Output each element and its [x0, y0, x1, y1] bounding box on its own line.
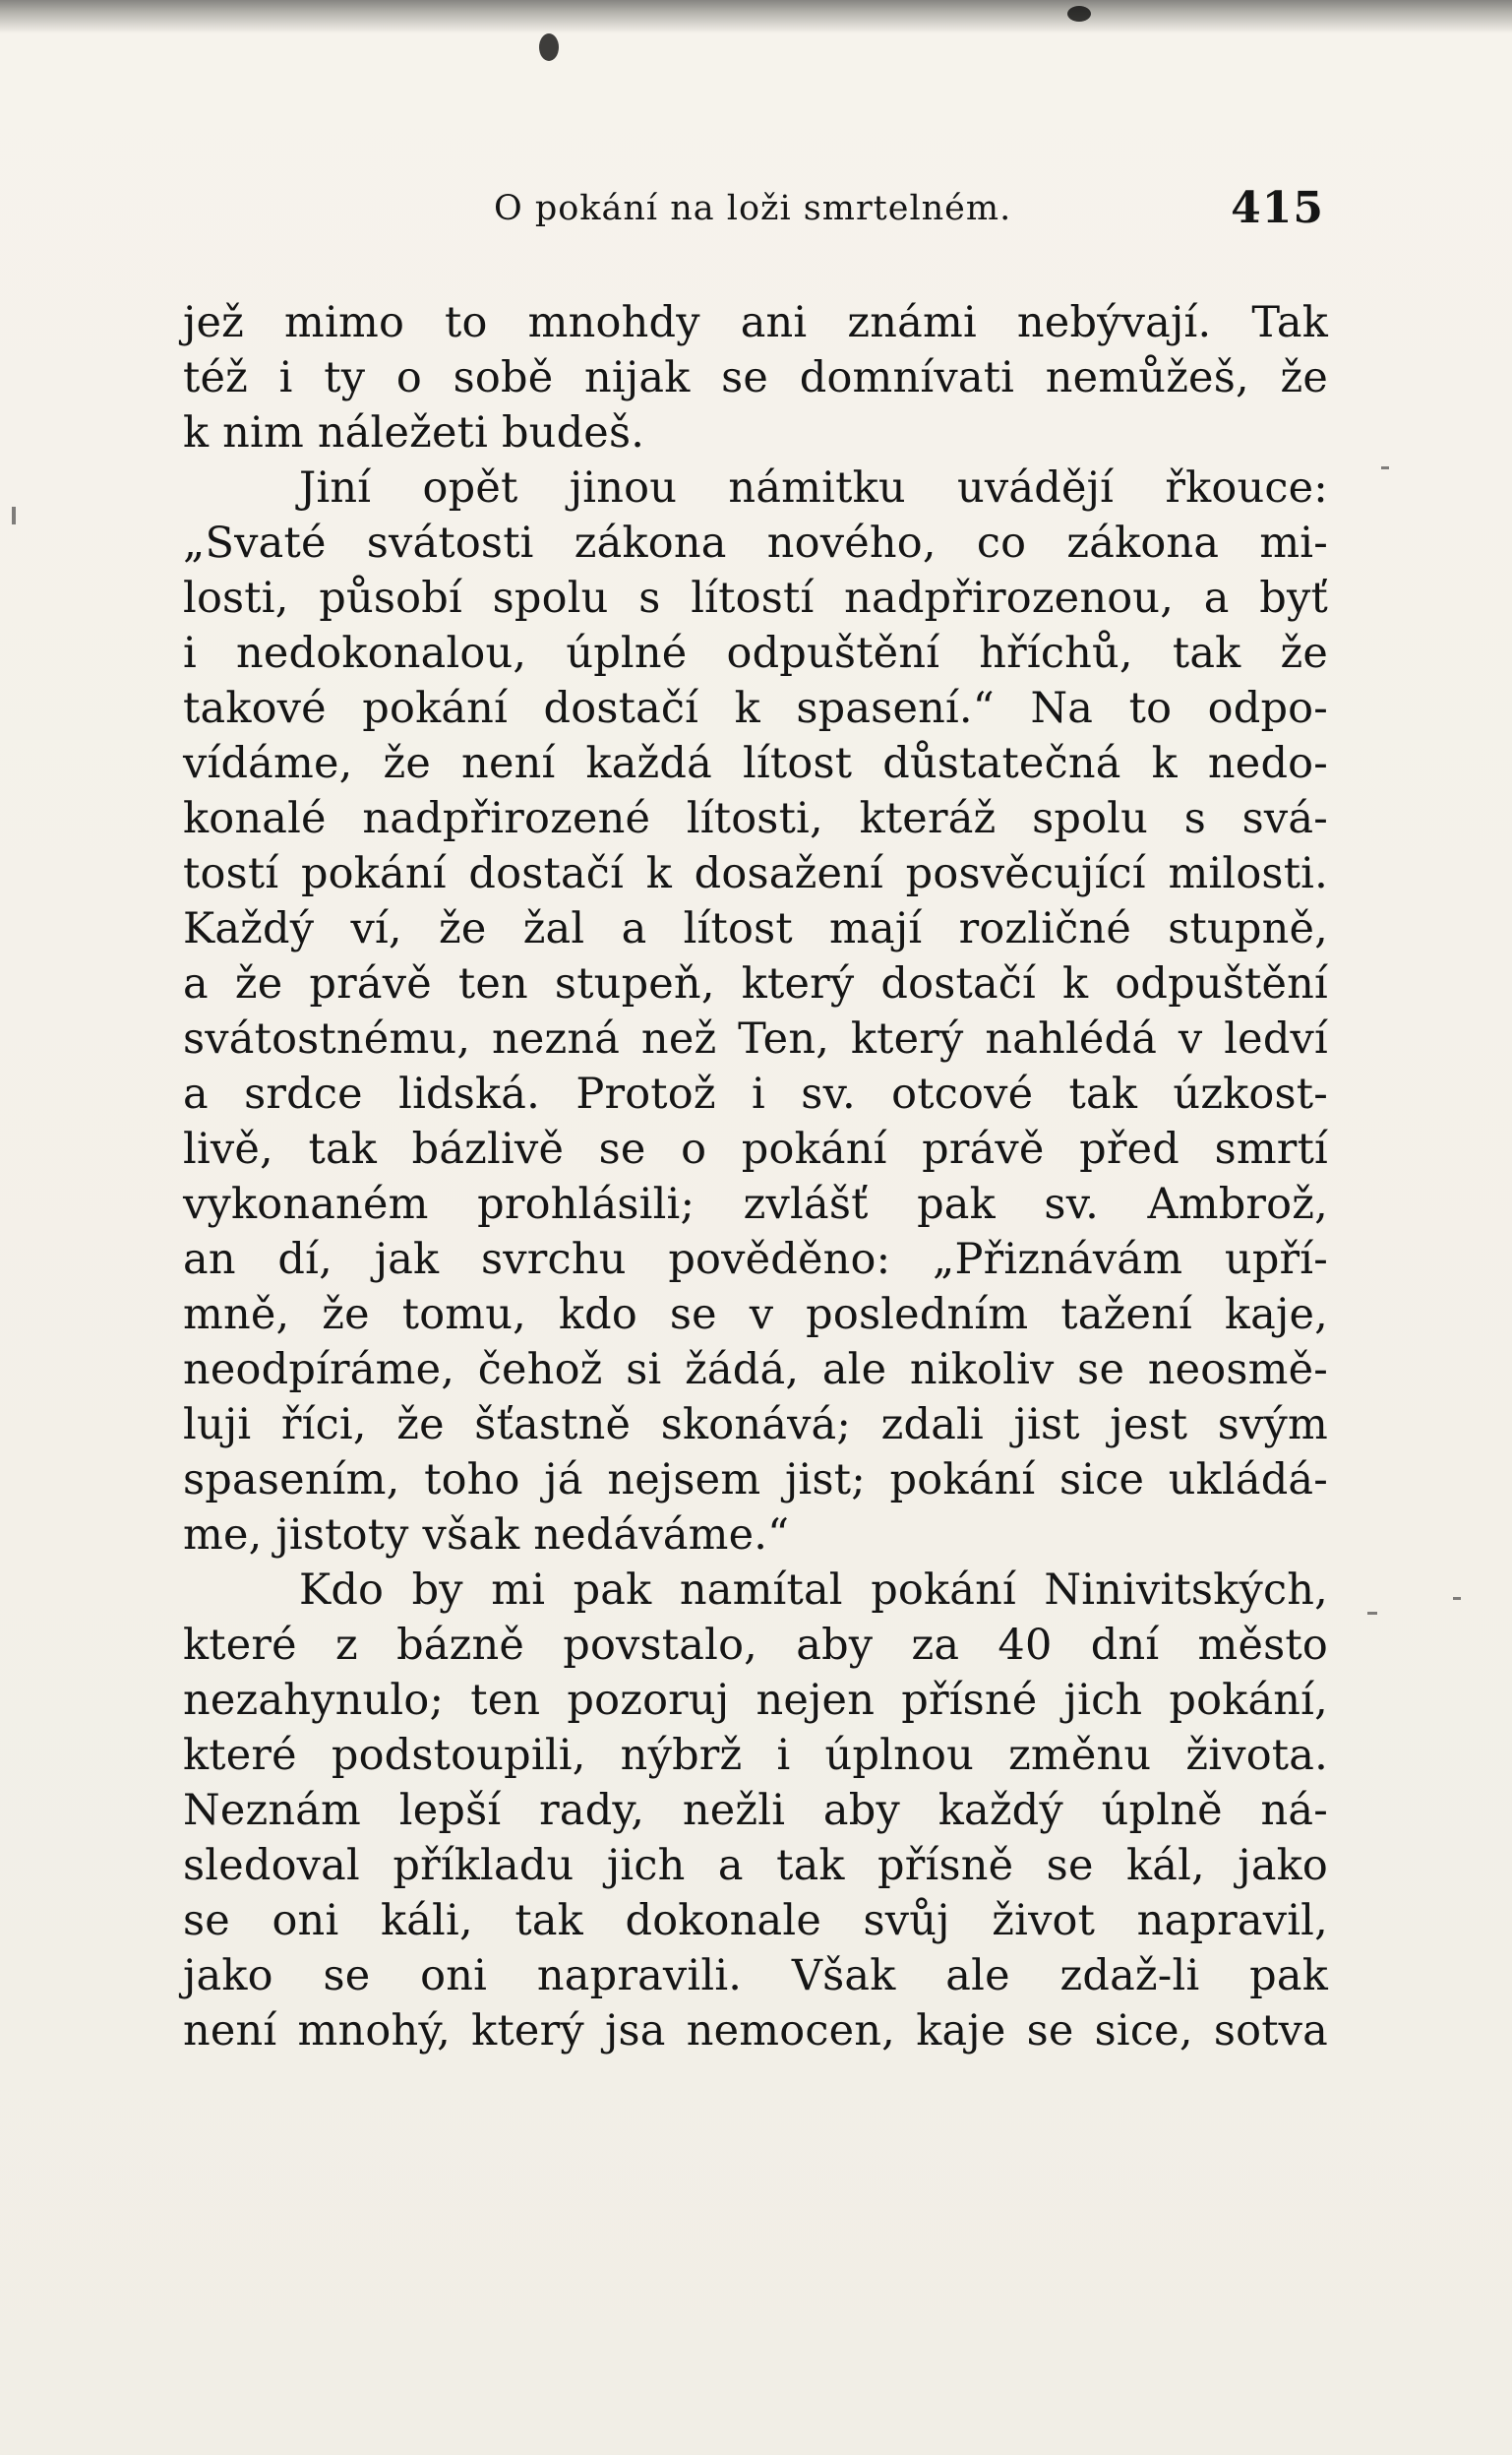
text-line: svátostnému, nezná než Ten, který nahlédá v ledví — [183, 1014, 1328, 1064]
ink-spot-top-right — [1067, 6, 1091, 22]
text-line: k nim náležeti budeš. — [183, 408, 645, 458]
text-line: a že právě ten stupeň, který dostačí k odpuštění — [183, 959, 1328, 1009]
text-line: luji říci, že šťastně skonává; zdali jist jest svým — [183, 1400, 1328, 1449]
scan-top-edge — [0, 0, 1512, 33]
margin-mark-right-3 — [1367, 1612, 1377, 1615]
text-line: nezahynulo; ten pozoruj nejen přísné jich pokání, — [183, 1676, 1328, 1725]
text-line: vykonaném prohlásili; zvlášť pak sv. Ambrož, — [183, 1180, 1328, 1229]
text-line: jako se oni napravili. Však ale zdaž-li pak — [183, 1951, 1328, 2000]
text-line: není mnohý, který jsa nemocen, kaje se sice, sotva — [183, 2006, 1328, 2056]
margin-mark-left — [12, 507, 16, 524]
text-line: takové pokání dostačí k spasení.“ Na to odpo- — [183, 684, 1328, 733]
text-line: spasením, toho já nejsem jist; pokání sice ukládá- — [183, 1455, 1328, 1504]
text-line: a srdce lidská. Protož i sv. otcové tak úzkost- — [183, 1070, 1328, 1119]
text-line: jež mimo to mnohdy ani známi nebývají. Tak — [183, 298, 1328, 347]
text-line: Jiní opět jinou námitku uvádějí řkouce: — [299, 463, 1328, 513]
text-line: které z bázně povstalo, aby za 40 dní město — [183, 1621, 1328, 1670]
text-line: Neznám lepší rady, nežli aby každý úplně ná- — [183, 1786, 1328, 1835]
text-line: konalé nadpřirozené lítosti, kteráž spolu s svá- — [183, 794, 1328, 843]
text-line: i nedokonalou, úplné odpuštění hříchů, tak že — [183, 629, 1328, 678]
text-line: me, jistoty však nedáváme.“ — [183, 1510, 790, 1560]
body-text — [183, 295, 1328, 2058]
ink-spot — [539, 33, 559, 61]
running-head: O pokání na loži smrtelném. — [494, 189, 1012, 228]
text-line: livě, tak bázlivě se o pokání právě před smrtí — [183, 1125, 1328, 1174]
text-line: losti, působí spolu s lítostí nadpřirozenou, a byť — [183, 574, 1328, 623]
text-line: vídáme, že není každá lítost důstatečná k nedo- — [183, 739, 1328, 788]
text-line: „Svaté svátosti zákona nového, co zákona mi- — [183, 519, 1328, 568]
text-line: neodpíráme, čehož si žádá, ale nikoliv se neosmě- — [183, 1345, 1328, 1394]
margin-mark-right — [1381, 466, 1389, 469]
page-number: 415 — [1231, 183, 1324, 233]
text-line: Kdo by mi pak namítal pokání Ninivitských, — [299, 1565, 1328, 1615]
text-line: mně, že tomu, kdo se v posledním tažení kaje, — [183, 1290, 1328, 1339]
text-line: se oni káli, tak dokonale svůj život napravil, — [183, 1896, 1328, 1945]
text-line: které podstoupili, nýbrž i úplnou změnu života. — [183, 1731, 1328, 1780]
text-line: též i ty o sobě nijak se domnívati nemůžeš, že — [183, 353, 1328, 402]
text-line: sledoval příkladu jich a tak přísně se kál, jako — [183, 1841, 1328, 1890]
text-line: an dí, jak svrchu pověděno: „Přiznávám upří- — [183, 1235, 1328, 1284]
page-header — [183, 181, 1324, 250]
margin-mark-right-2 — [1453, 1597, 1461, 1600]
text-line: Každý ví, že žal a lítost mají rozličné stupně, — [183, 904, 1328, 953]
text-line: tostí pokání dostačí k dosažení posvěcující milosti. — [183, 849, 1328, 898]
